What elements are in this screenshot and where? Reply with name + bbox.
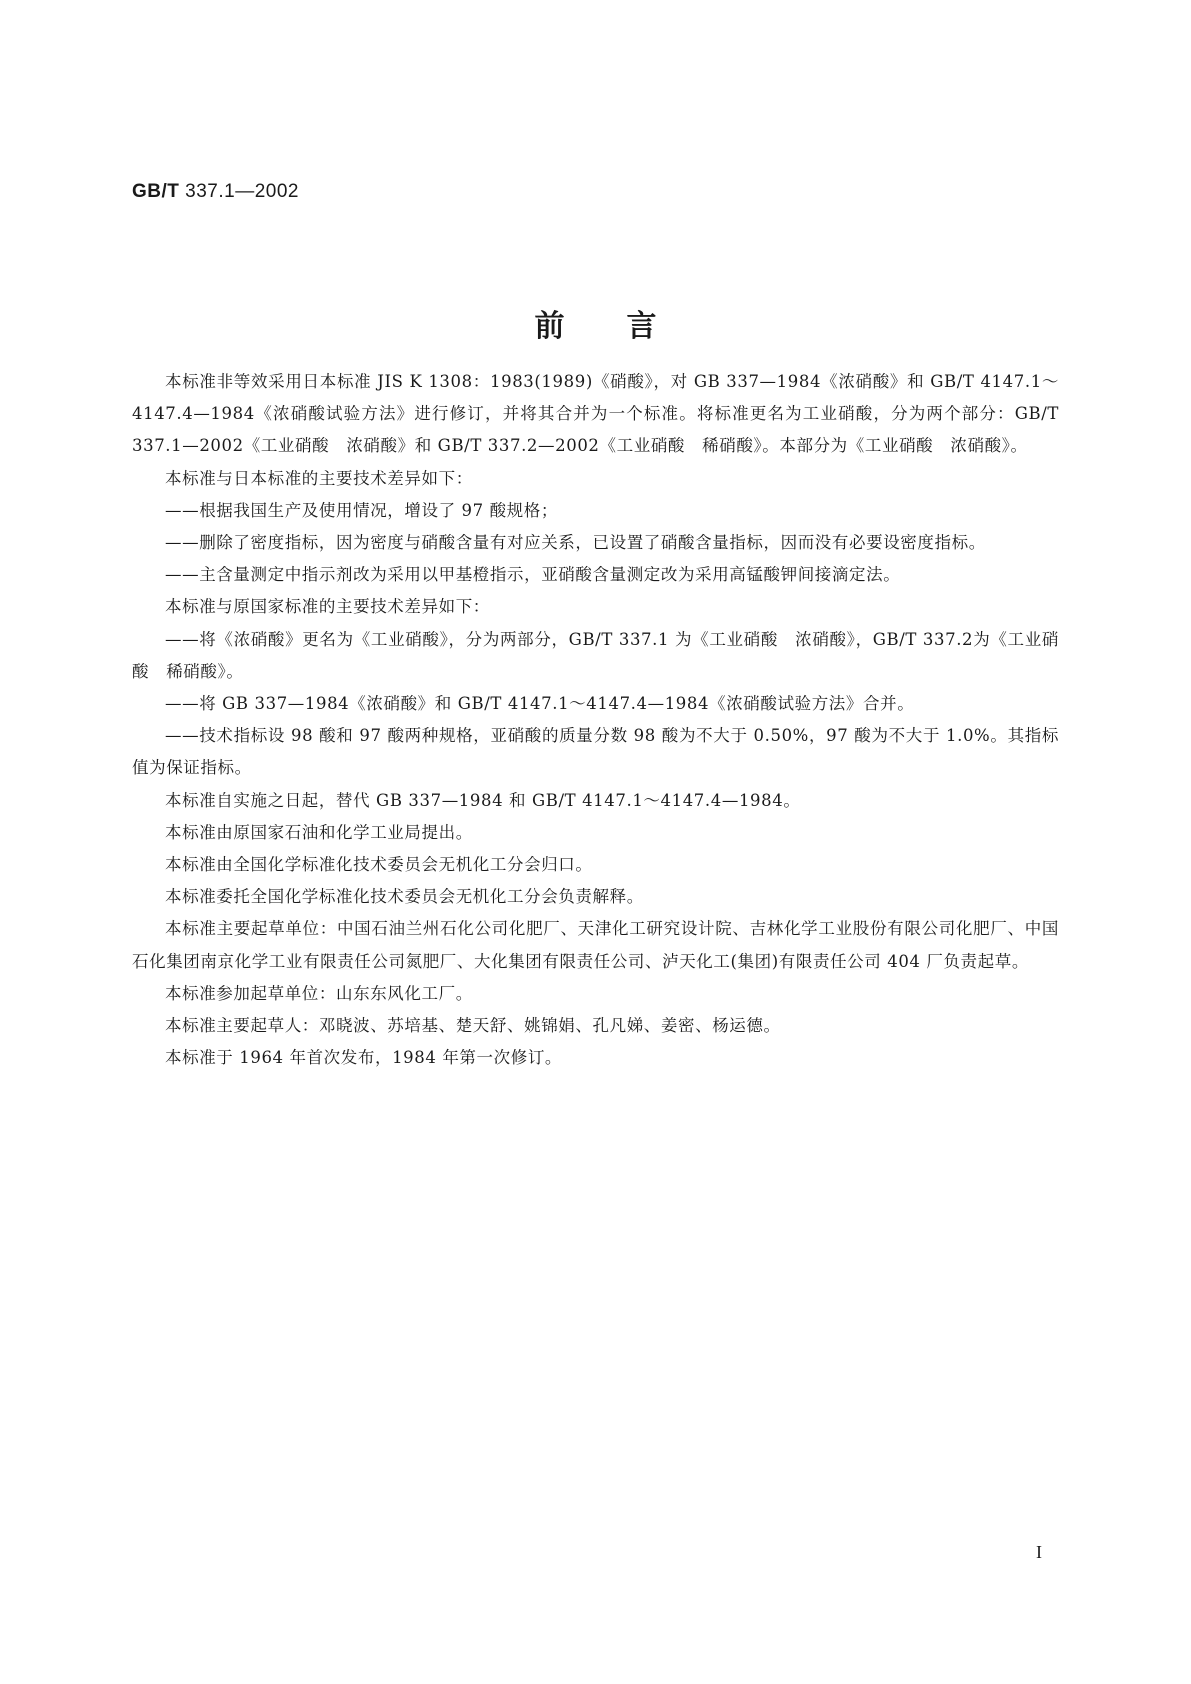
paragraph: 本标准于 1964 年首次发布，1984 年第一次修订。 [165, 1048, 563, 1068]
paragraph: ——删除了密度指标，因为密度与硝酸含量有对应关系，已设置了硝酸含量指标，因而没有必要设密度指标。 [165, 533, 986, 553]
paragraph: 本标准非等效采用日本标准 JIS K 1308：1983(1989)《硝酸》，对 GB 337—1984《浓硝酸》和 GB/T 4147.1～4147.4—1984《浓硝酸试验方法》进行修订，并将其合并为一个标准。将标准更名为工业硝酸，分为两个部分：GB/T 337.1—2002《工业硝酸 浓硝酸》和 GB/T 337.2—2002《工业硝酸 稀硝酸》。本部分为《工业硝酸 浓硝酸》。 [132, 372, 1059, 456]
page-title: 前言 [534, 309, 719, 344]
paragraph: ——技术指标设 98 酸和 97 酸两种规格，亚硝酸的质量分数 98 酸为不大于 0.50%，97 酸为不大于 1.0%。其指标值为保证指标。 [132, 726, 1059, 778]
paragraph: 本标准主要起草人：邓晓波、苏培基、楚天舒、姚锦娟、孔凡娣、姜密、杨运德。 [165, 1016, 781, 1036]
paragraph: ——主含量测定中指示剂改为采用以甲基橙指示，亚硝酸含量测定改为采用高锰酸钾间接滴定法。 [165, 565, 901, 585]
document-code [132, 181, 299, 203]
paragraph: 本标准参加起草单位：山东东风化工厂。 [165, 983, 473, 1003]
foreword-body [132, 366, 1059, 1074]
paragraph: 本标准与原国家标准的主要技术差异如下： [165, 597, 490, 617]
paragraph: 本标准自实施之日起，替代 GB 337—1984 和 GB/T 4147.1～4147.4—1984。 [165, 790, 801, 810]
paragraph: 本标准与日本标准的主要技术差异如下： [165, 468, 473, 488]
paragraph: ——根据我国生产及使用情况，增设了 97 酸规格； [165, 500, 558, 520]
paragraph: 本标准主要起草单位：中国石油兰州石化公司化肥厂、天津化工研究设计院、吉林化学工业股份有限公司化肥厂、中国石化集团南京化学工业有限责任公司氮肥厂、大化集团有限责任公司、泸天化工(集团)有限责任公司 404 厂负责起草。 [132, 919, 1059, 971]
paragraph: ——将《浓硝酸》更名为《工业硝酸》，分为两部分，GB/T 337.1 为《工业硝酸 浓硝酸》，GB/T 337.2为《工业硝酸 稀硝酸》。 [132, 629, 1059, 681]
document-code-number: 337.1—2002 [179, 181, 299, 202]
document-code-prefix: GB/T [132, 181, 180, 202]
page-number: I [1036, 1542, 1042, 1562]
paragraph: ——将 GB 337—1984《浓硝酸》和 GB/T 4147.1～4147.4—1984《浓硝酸试验方法》合并。 [165, 694, 915, 714]
paragraph: 本标准委托全国化学标准化技术委员会无机化工分会负责解释。 [165, 887, 644, 907]
paragraph: 本标准由原国家石油和化学工业局提出。 [165, 822, 473, 842]
paragraph: 本标准由全国化学标准化技术委员会无机化工分会归口。 [165, 855, 593, 875]
